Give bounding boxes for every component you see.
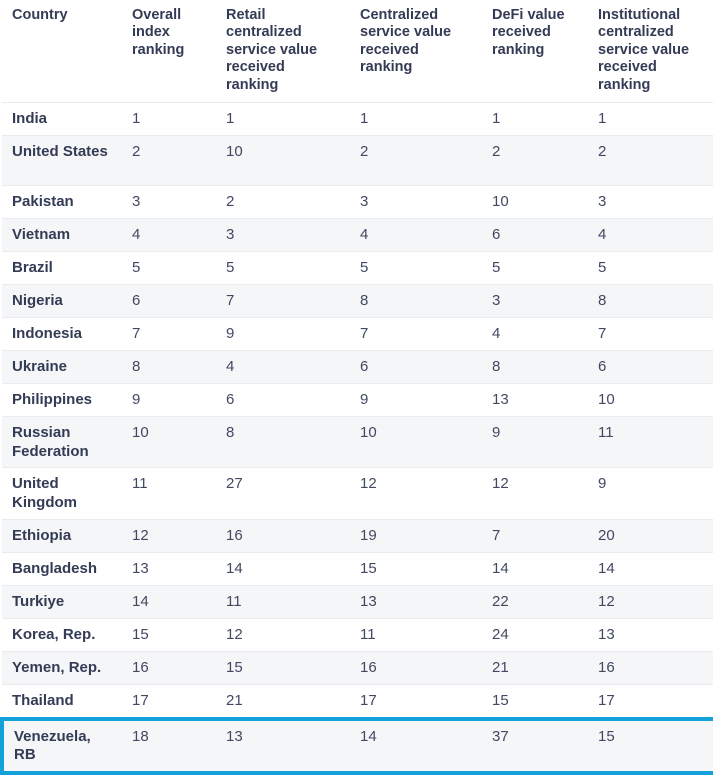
rank-cell: 3 [482,284,588,317]
rank-cell: 6 [216,383,350,416]
rank-cell: 2 [482,135,588,185]
rank-cell: 2 [122,135,216,185]
rank-cell: 4 [216,350,350,383]
rank-cell: 24 [482,618,588,651]
rank-cell: 5 [350,251,482,284]
table-row [2,317,713,350]
rank-cell: 4 [482,317,588,350]
table-row [2,383,713,416]
rank-cell: 13 [216,719,350,774]
rank-cell: 17 [350,684,482,718]
country-cell: Yemen, Rep. [2,651,122,684]
rank-cell: 22 [482,585,588,618]
rank-cell: 5 [482,251,588,284]
rank-cell: 7 [122,317,216,350]
rank-cell: 10 [122,416,216,468]
rank-cell: 12 [350,468,482,520]
country-cell: Korea, Rep. [2,618,122,651]
rank-cell: 1 [588,102,713,135]
table-row [2,468,713,520]
country-cell: United States [2,135,122,185]
rank-cell: 13 [482,383,588,416]
rank-cell: 11 [588,416,713,468]
table-row [2,552,713,585]
rank-cell: 7 [588,317,713,350]
country-cell: Bangladesh [2,552,122,585]
table-row [2,135,713,185]
column-header: Country [2,0,122,102]
rank-cell: 19 [350,519,482,552]
rank-cell: 3 [350,185,482,218]
rank-cell: 1 [216,102,350,135]
table-body [2,102,713,773]
table-row [2,185,713,218]
rank-cell: 8 [588,284,713,317]
rank-cell: 7 [350,317,482,350]
country-cell: Pakistan [2,185,122,218]
rank-cell: 6 [482,218,588,251]
table-row [2,684,713,718]
rank-cell: 21 [216,684,350,718]
rank-cell: 8 [122,350,216,383]
rank-cell: 3 [588,185,713,218]
rank-cell: 2 [216,185,350,218]
table-row [2,251,713,284]
rank-cell: 21 [482,651,588,684]
rank-cell: 6 [122,284,216,317]
rank-cell: 4 [588,218,713,251]
column-header: Centralized service value received ranking [350,0,482,102]
rank-cell: 1 [350,102,482,135]
rank-cell: 14 [216,552,350,585]
rank-cell: 13 [588,618,713,651]
rank-cell: 12 [216,618,350,651]
table-row [2,102,713,135]
rank-cell: 1 [482,102,588,135]
country-cell: Thailand [2,684,122,718]
rank-cell: 17 [122,684,216,718]
rank-cell: 14 [588,552,713,585]
table-row [2,218,713,251]
country-cell: Ukraine [2,350,122,383]
rank-cell: 12 [588,585,713,618]
table-row [2,519,713,552]
rank-cell: 3 [122,185,216,218]
rank-cell: 18 [122,719,216,774]
table-row [2,350,713,383]
rank-cell: 16 [350,651,482,684]
country-cell: Brazil [2,251,122,284]
rank-cell: 13 [350,585,482,618]
country-cell: India [2,102,122,135]
table-row [2,618,713,651]
rank-cell: 15 [482,684,588,718]
country-cell: Philippines [2,383,122,416]
country-cell: Nigeria [2,284,122,317]
rank-cell: 6 [588,350,713,383]
rank-cell: 5 [216,251,350,284]
rank-cell: 11 [216,585,350,618]
rank-cell: 7 [216,284,350,317]
country-cell: Venezuela, RB [2,719,122,774]
rank-cell: 16 [122,651,216,684]
rank-cell: 15 [122,618,216,651]
rank-cell: 3 [216,218,350,251]
rank-cell: 2 [350,135,482,185]
rank-cell: 5 [122,251,216,284]
rank-cell: 15 [350,552,482,585]
rank-cell: 10 [350,416,482,468]
rank-cell: 11 [122,468,216,520]
rank-cell: 8 [216,416,350,468]
highlighted-row [2,719,713,774]
column-header: Overall index ranking [122,0,216,102]
rank-cell: 14 [482,552,588,585]
rank-cell: 12 [122,519,216,552]
rank-cell: 1 [122,102,216,135]
rank-cell: 11 [350,618,482,651]
rank-cell: 20 [588,519,713,552]
rank-cell: 15 [588,719,713,774]
rank-cell: 9 [216,317,350,350]
rank-cell: 5 [588,251,713,284]
rank-cell: 16 [216,519,350,552]
rank-cell: 37 [482,719,588,774]
table-row [2,651,713,684]
rank-cell: 8 [350,284,482,317]
rank-cell: 10 [588,383,713,416]
rank-cell: 17 [588,684,713,718]
rank-cell: 16 [588,651,713,684]
rank-cell: 4 [350,218,482,251]
column-header: DeFi value received ranking [482,0,588,102]
rank-cell: 10 [216,135,350,185]
country-cell: United Kingdom [2,468,122,520]
country-cell: Turkiye [2,585,122,618]
country-cell: Vietnam [2,218,122,251]
country-cell: Russian Federation [2,416,122,468]
rank-cell: 7 [482,519,588,552]
rank-cell: 9 [588,468,713,520]
rank-cell: 27 [216,468,350,520]
column-header: Retail centralized service value received ranking [216,0,350,102]
country-cell: Indonesia [2,317,122,350]
rank-cell: 6 [350,350,482,383]
table-row [2,585,713,618]
table-header [2,0,713,102]
rank-cell: 15 [216,651,350,684]
rank-cell: 9 [482,416,588,468]
column-header: Institutional centralized service value received ranking [588,0,713,102]
rank-cell: 10 [482,185,588,218]
rank-cell: 13 [122,552,216,585]
table-row [2,416,713,468]
rank-cell: 8 [482,350,588,383]
rank-cell: 14 [350,719,482,774]
rank-cell: 9 [350,383,482,416]
table-row [2,284,713,317]
country-cell: Ethiopia [2,519,122,552]
header-row [2,0,713,102]
rank-cell: 4 [122,218,216,251]
rank-cell: 14 [122,585,216,618]
rank-cell: 12 [482,468,588,520]
rank-cell: 9 [122,383,216,416]
rank-cell: 2 [588,135,713,185]
